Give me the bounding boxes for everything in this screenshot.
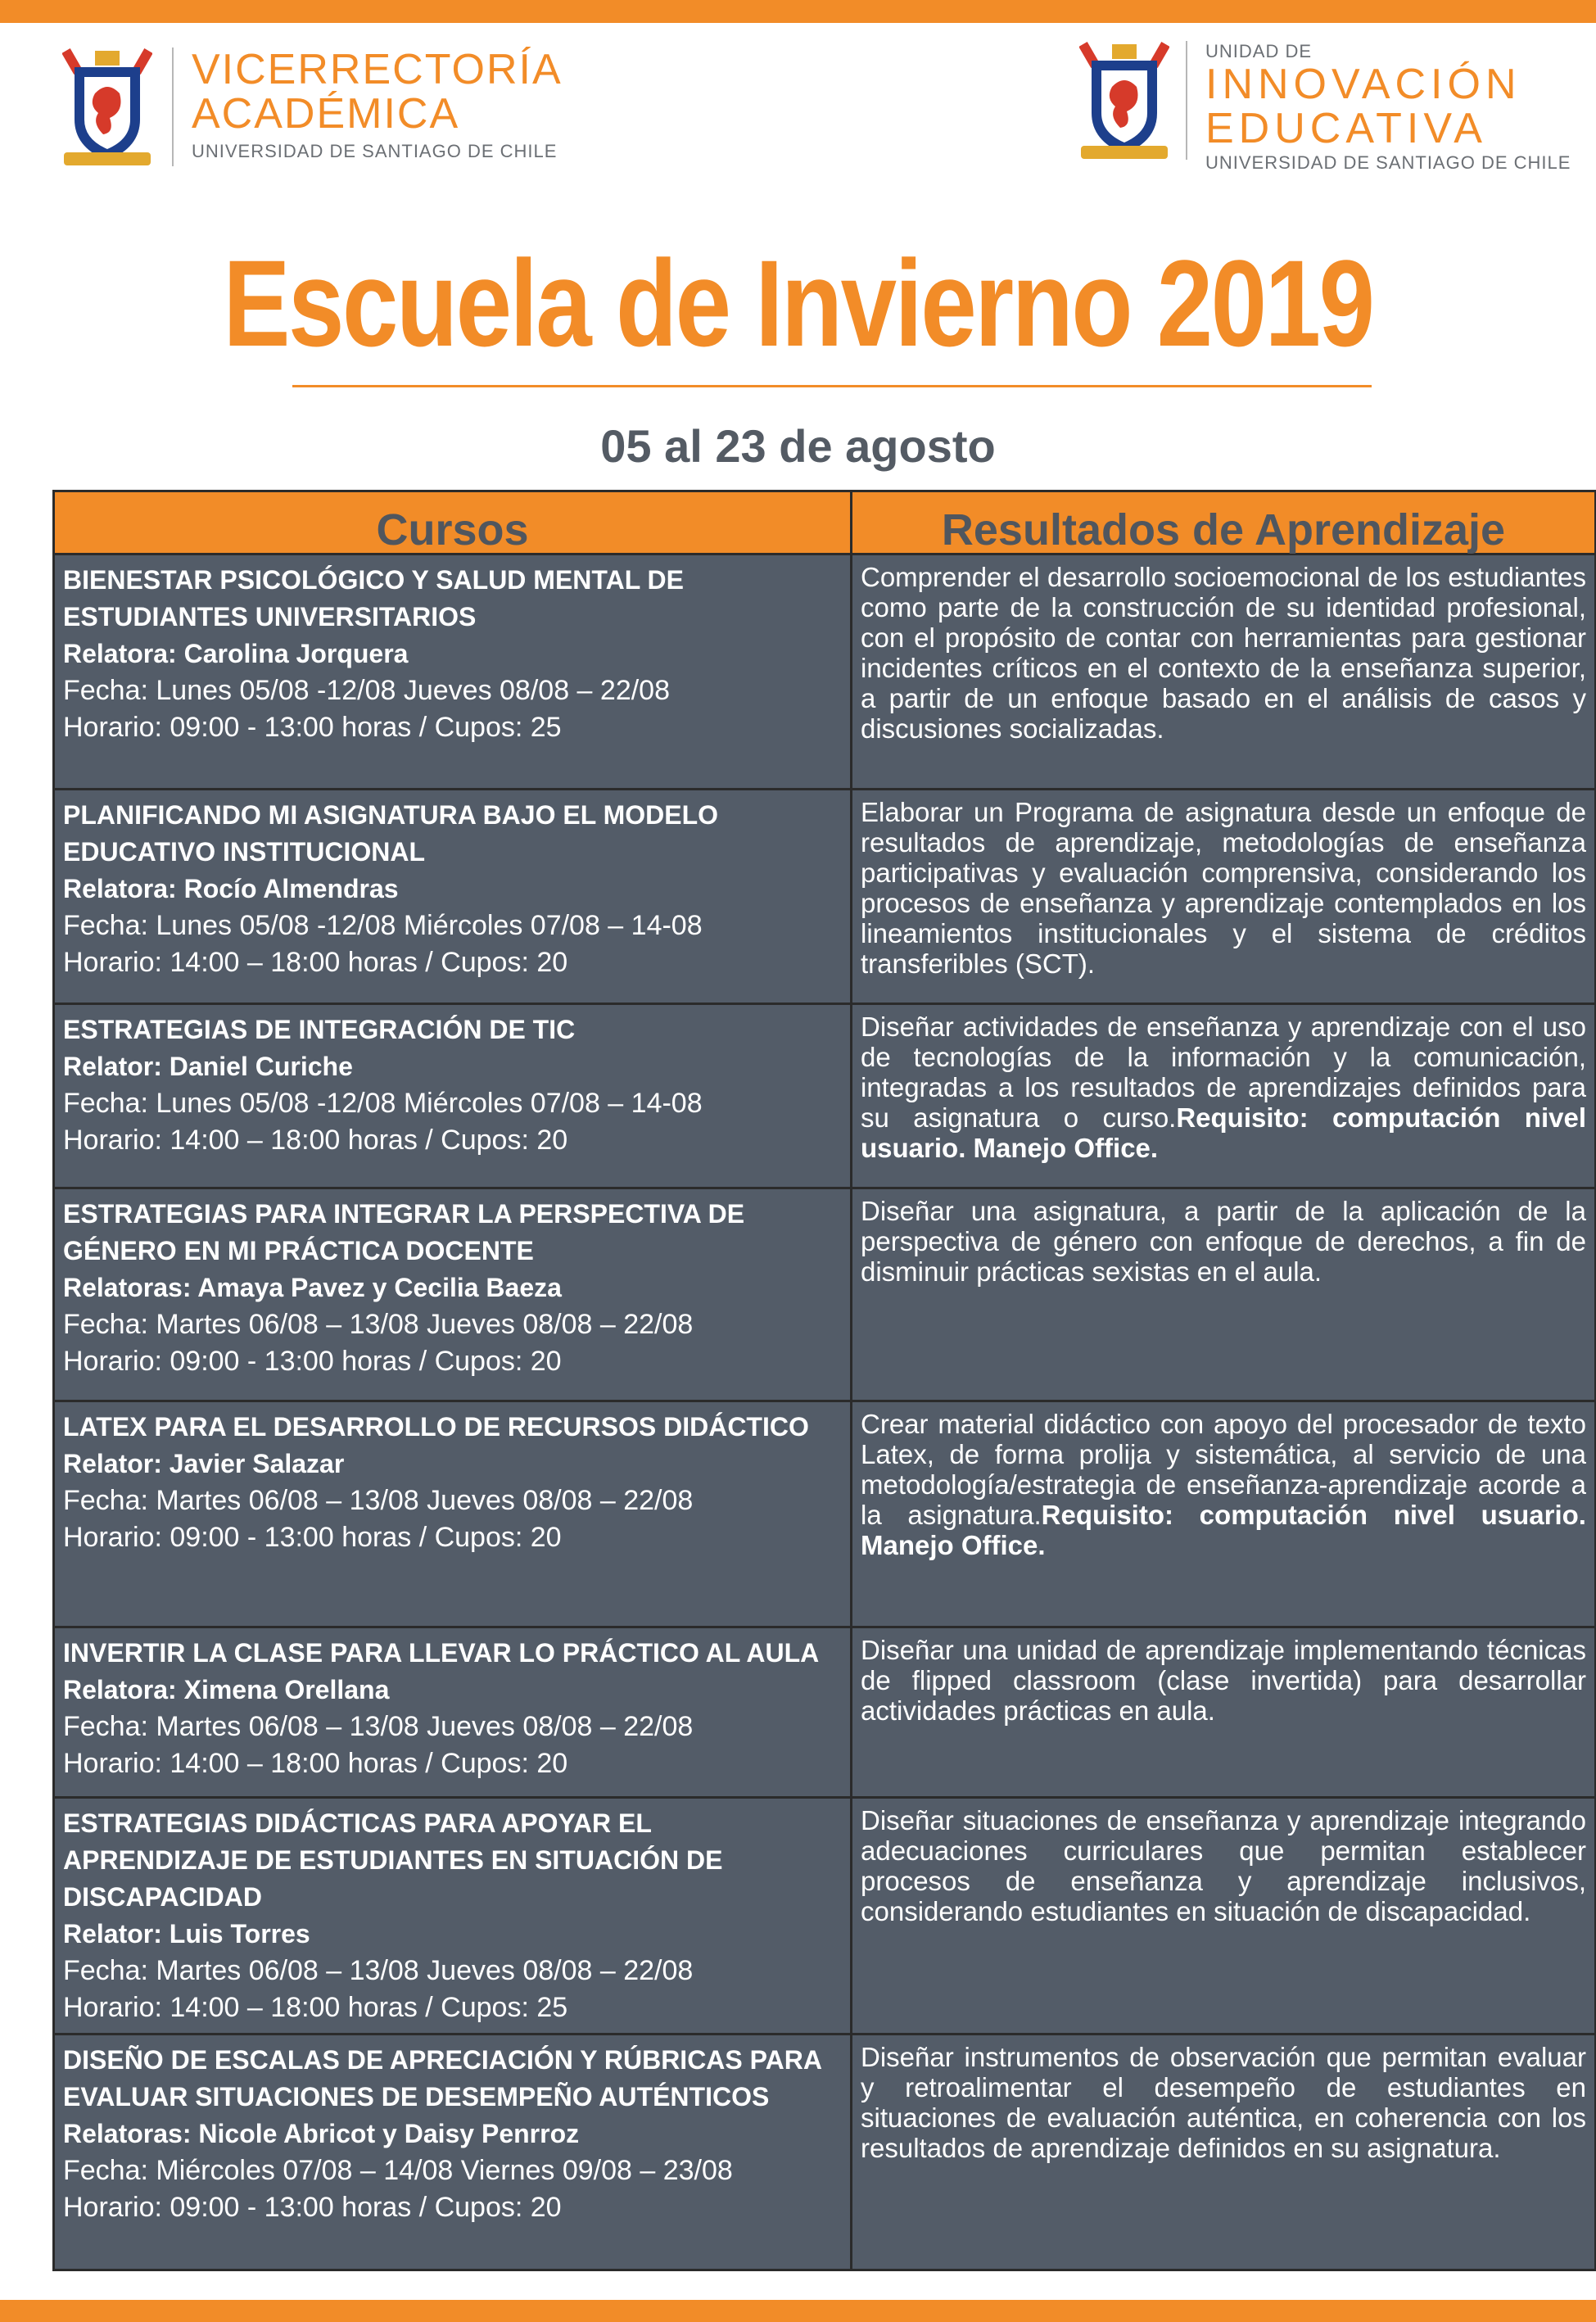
course-relator: Relatoras: Nicole Abricot y Daisy Penrroz <box>63 2119 580 2148</box>
learning-result-text: Crear material didáctico con apoyo del procesador de texto Latex, de forma prolija y sistemática, al servicio de una metodología/estrategia de enseñanza-aprendizaje acorde a la asignatura. <box>861 1409 1586 1530</box>
course-cell <box>54 1401 852 1627</box>
course-cell <box>54 1798 852 2035</box>
result-cell <box>852 2035 1596 2270</box>
course-fecha: Fecha: Lunes 05/08 -12/08 Miércoles 07/08 – 14-08 <box>63 910 703 941</box>
course-fecha: Fecha: Martes 06/08 – 13/08 Jueves 08/08 – 22/08 <box>63 1711 694 1742</box>
course-relator: Relatora: Carolina Jorquera <box>63 639 409 668</box>
course-title: PLANIFICANDO MI ASIGNATURA BAJO EL MODELO EDUCATIVO INSTITUCIONAL <box>63 800 718 867</box>
logo-line-2: ACADÉMICA <box>192 90 460 138</box>
course-horario: Horario: 09:00 - 13:00 horas / Cupos: 25 <box>63 712 562 743</box>
learning-result <box>861 1635 1586 1726</box>
result-cell <box>852 1627 1596 1798</box>
learning-result-text: Elaborar un Programa de asignatura desde un enfoque de resultados de aprendizaje, metodologías de enseñanza participativas y evaluación comprensiva, considerando los procesos de enseñanza y aprendizaje contemplados en los lineamientos institucionales y el sistema de créditos transferibles (SCT). <box>861 797 1586 979</box>
table-header-row <box>54 491 1596 554</box>
course-cell <box>54 554 852 790</box>
course-requirement: Requisito: computación nivel usuario. Manejo Office. <box>861 1500 1586 1560</box>
table-row <box>54 1798 1596 2035</box>
course-relator: Relator: Javier Salazar <box>63 1449 345 1478</box>
learning-result <box>861 1012 1586 1163</box>
learning-result-text: Diseñar una asignatura, a partir de la aplicación de la perspectiva de género con enfoque de derechos, a fin de disminuir prácticas sexistas en el aula. <box>861 1196 1586 1287</box>
courses-table <box>52 490 1596 2271</box>
course-fecha: Fecha: Martes 06/08 – 13/08 Jueves 08/08 – 22/08 <box>63 1485 694 1516</box>
table-row <box>54 554 1596 790</box>
course-relator: Relator: Daniel Curiche <box>63 1052 353 1081</box>
course-relator: Relator: Luis Torres <box>63 1919 310 1949</box>
course-title: BIENESTAR PSICOLÓGICO Y SALUD MENTAL DE ESTUDIANTES UNIVERSITARIOS <box>63 565 684 631</box>
learning-result-text: Comprender el desarrollo socioemocional de los estudiantes como parte de la construcción de su identidad profesional, con el propósito de contar con herramientas para gestionar incidentes críticos en el contexto de la enseñanza superior, a partir de un enfoque basado en el análisis de casos y discusiones socializadas. <box>861 562 1586 744</box>
vicerrectoria-logo <box>62 48 563 170</box>
table-row <box>54 790 1596 1004</box>
learning-result <box>861 562 1586 744</box>
innovacion-educativa-logo <box>1079 41 1571 174</box>
course-cell <box>54 1627 852 1798</box>
course-fecha: Fecha: Miércoles 07/08 – 14/08 Viernes 09/08 – 23/08 <box>63 2155 733 2186</box>
course-fecha: Fecha: Martes 06/08 – 13/08 Jueves 08/08 – 22/08 <box>63 1309 694 1340</box>
course-title: ESTRATEGIAS DE INTEGRACIÓN DE TIC <box>63 1015 576 1044</box>
university-shield-icon <box>62 48 152 170</box>
bottom-accent-bar <box>0 2300 1596 2322</box>
date-range: 05 al 23 de agosto <box>600 420 996 472</box>
title-divider <box>292 385 1372 387</box>
table-row <box>54 1627 1596 1798</box>
result-cell <box>852 1004 1596 1188</box>
course-fecha: Fecha: Lunes 05/08 -12/08 Jueves 08/08 – 22/08 <box>63 675 670 706</box>
university-shield-icon <box>1079 41 1169 164</box>
course-fecha: Fecha: Martes 06/08 – 13/08 Jueves 08/08 – 22/08 <box>63 1955 694 1986</box>
logo-line-2: EDUCATIVA <box>1205 105 1487 152</box>
logo-university: UNIVERSIDAD DE SANTIAGO DE CHILE <box>192 141 558 161</box>
learning-result <box>861 1196 1586 1287</box>
course-horario: Horario: 14:00 – 18:00 horas / Cupos: 20 <box>63 947 568 978</box>
table-row <box>54 1188 1596 1401</box>
learning-result <box>861 797 1586 979</box>
result-cell <box>852 1401 1596 1627</box>
learning-result <box>861 1805 1586 1926</box>
learning-result-text: Diseñar actividades de enseñanza y aprendizaje con el uso de tecnologías de la información y la comunicación, integradas a los resultados de aprendizajes definidos para su asignatura o curso. <box>861 1012 1586 1133</box>
logo-line-1: VICERRECTORÍA <box>192 46 563 93</box>
result-cell <box>852 554 1596 790</box>
course-horario: Horario: 09:00 - 13:00 horas / Cupos: 20 <box>63 1522 562 1553</box>
course-relator: Relatoras: Amaya Pavez y Cecilia Baeza <box>63 1273 562 1302</box>
course-relator: Relatora: Rocío Almendras <box>63 874 399 903</box>
course-requirement: Requisito: computación nivel usuario. Manejo Office. <box>861 1102 1586 1163</box>
logo-university: UNIVERSIDAD DE SANTIAGO DE CHILE <box>1205 152 1571 173</box>
learning-result-text: Diseñar instrumentos de observación que permitan evaluar y retroalimentar el desempeño de estudiantes en situaciones de evaluación auténtica, en coherencia con los resultados de aprendizaje definidos en su asignatura. <box>861 2042 1586 2163</box>
course-relator: Relatora: Ximena Orellana <box>63 1675 390 1704</box>
course-title: ESTRATEGIAS PARA INTEGRAR LA PERSPECTIVA DE GÉNERO EN MI PRÁCTICA DOCENTE <box>63 1199 745 1265</box>
learning-result-text: Diseñar una unidad de aprendizaje implementando técnicas de flipped classroom (clase invertida) para desarrollar actividades prácticas en aula. <box>861 1635 1586 1726</box>
top-accent-bar <box>0 0 1596 23</box>
page-title: Escuela de Invierno 2019 <box>223 234 1373 372</box>
course-cell <box>54 1188 852 1401</box>
table-row <box>54 2035 1596 2270</box>
learning-result-text: Diseñar situaciones de enseñanza y aprendizaje integrando adecuaciones curriculares que permitan establecer procesos de enseñanza y aprendizaje inclusivos, considerando estudiantes en situación de discapacidad. <box>861 1805 1586 1926</box>
course-title: LATEX PARA EL DESARROLLO DE RECURSOS DIDÁCTICO <box>63 1412 809 1442</box>
result-cell <box>852 1798 1596 2035</box>
learning-result <box>861 2042 1586 2163</box>
table-row <box>54 1004 1596 1188</box>
table-row <box>54 1401 1596 1627</box>
course-cell <box>54 2035 852 2270</box>
result-cell <box>852 1188 1596 1401</box>
course-horario: Horario: 14:00 – 18:00 horas / Cupos: 25 <box>63 1992 568 2023</box>
learning-result <box>861 1409 1586 1560</box>
course-title: INVERTIR LA CLASE PARA LLEVAR LO PRÁCTICO AL AULA <box>63 1638 820 1668</box>
course-cell <box>54 1004 852 1188</box>
course-title: DISEÑO DE ESCALAS DE APRECIACIÓN Y RÚBRICAS PARA EVALUAR SITUACIONES DE DESEMPEÑO AUTÉNTICOS <box>63 2045 821 2112</box>
result-cell <box>852 790 1596 1004</box>
course-fecha: Fecha: Lunes 05/08 -12/08 Miércoles 07/08 – 14-08 <box>63 1088 703 1119</box>
course-title: ESTRATEGIAS DIDÁCTICAS PARA APOYAR EL APRENDIZAJE DE ESTUDIANTES EN SITUACIÓN DE DISCAPACIDAD <box>63 1808 723 1912</box>
course-horario: Horario: 09:00 - 13:00 horas / Cupos: 20 <box>63 2192 562 2223</box>
course-cell <box>54 790 852 1004</box>
header-cursos: Cursos <box>54 491 852 554</box>
logo-small-line: UNIDAD DE <box>1205 41 1313 61</box>
course-horario: Horario: 14:00 – 18:00 horas / Cupos: 20 <box>63 1125 568 1156</box>
header-resultados: Resultados de Aprendizaje <box>852 491 1596 554</box>
course-horario: Horario: 09:00 - 13:00 horas / Cupos: 20 <box>63 1346 562 1377</box>
logo-line-1: INNOVACIÓN <box>1205 61 1521 108</box>
course-horario: Horario: 14:00 – 18:00 horas / Cupos: 20 <box>63 1748 568 1779</box>
